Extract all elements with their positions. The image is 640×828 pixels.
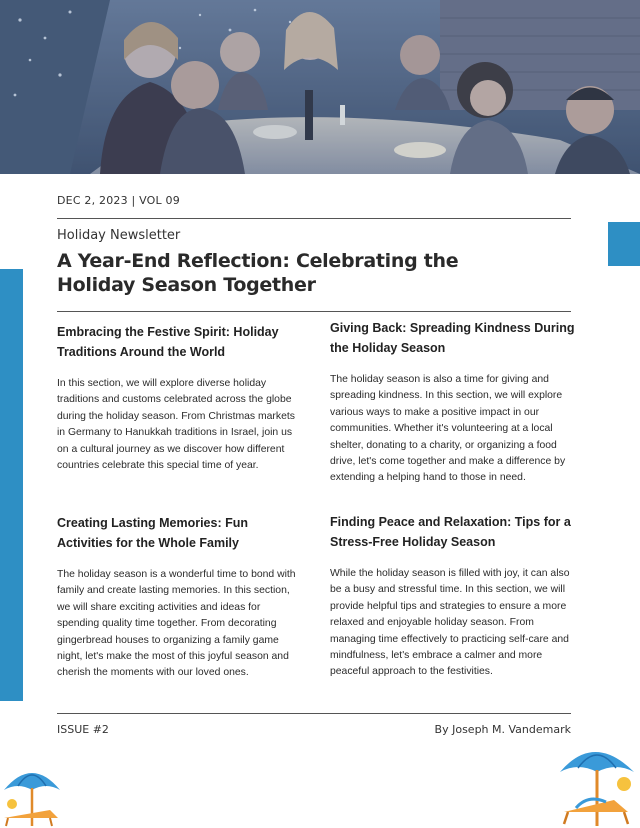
divider-footer xyxy=(57,713,571,714)
issue-date-volume: DEC 2, 2023 | VOL 09 xyxy=(57,194,180,207)
hero-photo-illustration xyxy=(0,0,640,174)
article-body: The holiday season is also a time for giving and spreading kindness. In this section, we will explore various ways to make a positive impact in our communities. Whether it's volunteering at a local shelter, donating to a charity, or organizing a food drive, let's come together and make a difference by extending a helping hand to those in need. xyxy=(330,374,566,484)
issue-number: ISSUE #2 xyxy=(57,723,109,736)
newsletter-kicker: Holiday Newsletter xyxy=(57,228,181,243)
beach-lounger-icon xyxy=(554,738,640,828)
divider-top xyxy=(57,218,571,219)
article-body: The holiday season is a wonderful time to bond with family and create lasting memories. In this section, we will share exciting activities and ideas for spending quality time together. From decorating gingerbread houses to organizing a family game night, let's make the most of this joyful season and cherish the moments with our loved ones. xyxy=(57,569,296,679)
accent-bar-left xyxy=(0,269,23,701)
article-heading: Embracing the Festive Spirit: Holiday Traditions Around the World xyxy=(57,325,279,359)
hero-photo xyxy=(0,0,640,174)
beach-umbrella-icon xyxy=(0,760,64,828)
page-title: A Year-End Reflection: Celebrating the Holiday Season Together xyxy=(57,250,459,296)
article-body: In this section, we will explore diverse holiday traditions and customs celebrated across the globe during the holiday season. From Christmas markets in Germany to Hanukkah traditions in Israel, join us on a cultural journey as we discover how different countries celebrate this special time of year. xyxy=(57,378,295,472)
article-heading: Creating Lasting Memories: Fun Activities for the Whole Family xyxy=(57,516,248,550)
article-traditions xyxy=(57,323,302,474)
article-body: While the holiday season is filled with joy, it can also be a busy and stressful time. In this section, we will provide helpful tips and strategies to ensure a more relaxed and enjoyable holiday season. From managing time effectively to practicing self-care and mindfulness, let's embrace a calmer and more peaceful approach to the festivities. xyxy=(330,568,570,678)
article-giving-back xyxy=(330,319,575,487)
article-heading: Giving Back: Spreading Kindness During the Holiday Season xyxy=(330,321,575,355)
divider-title xyxy=(57,311,571,312)
article-memories xyxy=(57,514,302,682)
article-relaxation xyxy=(330,513,575,681)
author-byline: By Joseph M. Vandemark xyxy=(434,723,571,736)
article-heading: Finding Peace and Relaxation: Tips for a Stress-Free Holiday Season xyxy=(330,515,571,549)
accent-bar-right xyxy=(608,222,640,266)
